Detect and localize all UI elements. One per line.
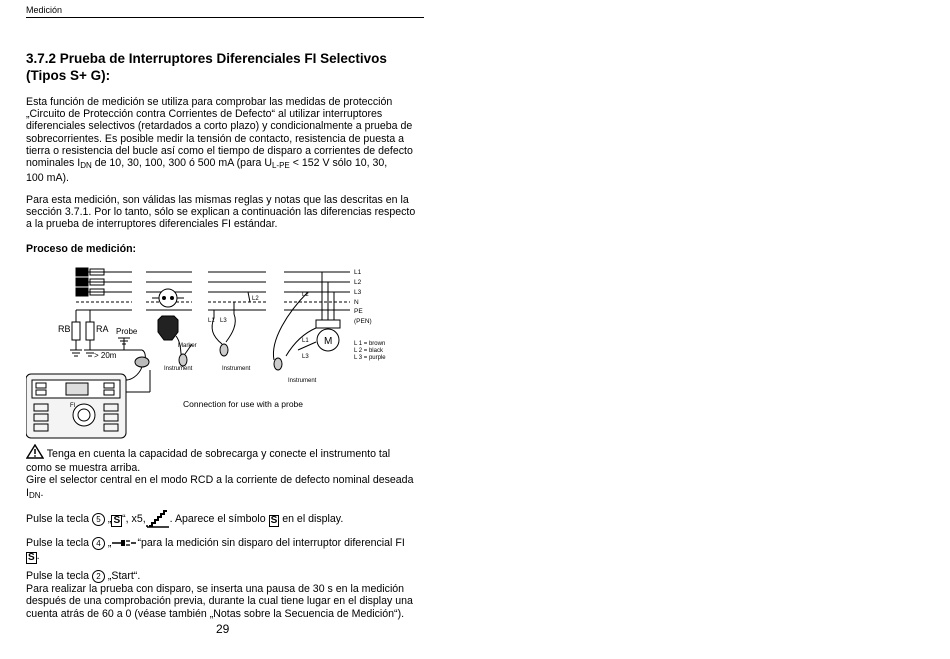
section-title: 3.7.2 Prueba de Interruptores Diferenciales FI Selectivos (Tipos S+ G):: [26, 51, 387, 83]
motor-label: M: [324, 336, 333, 347]
press-step-1: Pulse la tecla 5 „ S “, x5, . Aparece el símbolo S en el display.: [26, 508, 426, 531]
procedure-steps: [26, 444, 426, 620]
intro-line: sobrecorrientes. Es posible medir la tensión de contacto, resistencia de puesta a: [26, 132, 405, 145]
l3-label-a: L3: [220, 318, 227, 324]
selector-line: Gire el selector central en el modo RCD a la corriente de defecto nominal deseada: [26, 474, 414, 487]
intro-line: „Circuito de Protección contra Corrientes de Defecto“ al utilizar interruptores: [26, 108, 383, 121]
legend-l2: L 2 = black: [354, 348, 383, 354]
fi-label: FI: [70, 403, 76, 409]
key-2-icon: 2: [92, 570, 105, 583]
page-number: 29: [216, 622, 230, 636]
press-step-3: Pulse la tecla 2 „Start“.: [26, 570, 141, 583]
bus-pe: PE: [354, 308, 363, 315]
s-symbol-icon: S: [28, 552, 35, 564]
header-rule: [26, 17, 424, 18]
bus-l3: L3: [354, 289, 362, 296]
ramp-icon: [146, 508, 170, 531]
warning-line-2: como se muestra arriba.: [26, 462, 141, 475]
key-5-icon: 5: [92, 513, 105, 526]
figure-caption: Connection for use with a probe: [183, 399, 304, 409]
socket-group: [146, 272, 192, 366]
press-step-2-end: S .: [28, 550, 40, 564]
bus-n: N: [354, 299, 359, 306]
intro-line: diferenciales selectivos (retardados a corto plazo) y condicionalmente a prueba de: [26, 120, 413, 133]
no-trip-icon: [111, 538, 137, 550]
instrument-label-1: Instrument: [164, 366, 193, 372]
s-symbol-icon: S: [113, 514, 121, 526]
press-step-2: Pulse la tecla 4 „ “para la medición sin disparo del interruptor diferencial FI: [26, 537, 405, 550]
selector-line-2: $I_{DN}$.: [26, 486, 44, 500]
rb-label: RB: [58, 324, 71, 334]
connection-diagram: [26, 262, 426, 442]
rules-paragraph: [26, 194, 426, 231]
rules-line: sección 3.7.1. Por lo tanto, sólo se explican a continuación las diferencias respecto: [26, 206, 416, 219]
motor-group: [273, 272, 350, 370]
bus-pen: (PEN): [354, 318, 372, 325]
marker-label: Marker: [178, 343, 197, 349]
ra-label: RA: [96, 324, 109, 334]
l2-label-a: L2: [252, 296, 259, 302]
intro-paragraph: [26, 96, 426, 184]
rules-line: Para esta medición, son válidas las mismas reglas y notas que las descritas en la: [26, 194, 409, 206]
intro-line: tierra o resistencia del bucle así como el tiempo de disparo a corrientes de defecto: [26, 144, 413, 157]
intro-line: 100 mA).: [26, 172, 69, 185]
probe-label: Probe: [116, 327, 138, 336]
instrument-device: [26, 370, 150, 438]
bus-l2: L2: [354, 279, 362, 286]
intro-line: Esta función de medición se utiliza para comprobar las medidas de protección: [26, 96, 393, 108]
l2-label-b: L2: [302, 292, 309, 298]
final-line: cuenta atrás de 60 a 0 (véase también „Notas sobre la Secuencia de Medición“).: [26, 607, 405, 620]
distance-label: > 20m: [94, 351, 117, 360]
twopole-group: [208, 272, 266, 356]
rules-line: a la prueba de interruptores diferenciales FI estándar.: [26, 218, 278, 231]
legend-l3: L 3 = purple: [354, 355, 386, 361]
key-4-icon: 4: [92, 537, 105, 550]
legend-l1: L 1 = brown: [354, 341, 386, 347]
instrument-label-2: Instrument: [222, 366, 251, 372]
intro-line: nominales $I_{DN}$ de 10, 30, 100, 300 ó 500 mA (para $U_{L-PE} < 152$ V sólo 10, 30,: [26, 157, 388, 171]
instrument-label-3: Instrument: [288, 378, 317, 384]
running-header: Medición: [26, 5, 63, 15]
breaker-group: [70, 268, 149, 380]
final-line: Para realizar la prueba con disparo, se inserta una pausa de 30 s en la medición: [26, 583, 405, 596]
l3-label-b: L3: [302, 354, 309, 360]
process-heading: Proceso de medición:: [26, 243, 137, 255]
bus-l1: L1: [354, 269, 362, 276]
warning-line: Tenga en cuenta la capacidad de sobrecarga y conecte el instrumento tal: [26, 444, 426, 462]
warning-icon: [26, 444, 44, 462]
final-line: después de una comprobación previa, durante la cual tiene lugar en el display una: [26, 595, 413, 608]
s-symbol-icon: S: [270, 514, 278, 526]
l1-label-b: L1: [302, 338, 309, 344]
l1-label-a: L1: [208, 318, 215, 324]
